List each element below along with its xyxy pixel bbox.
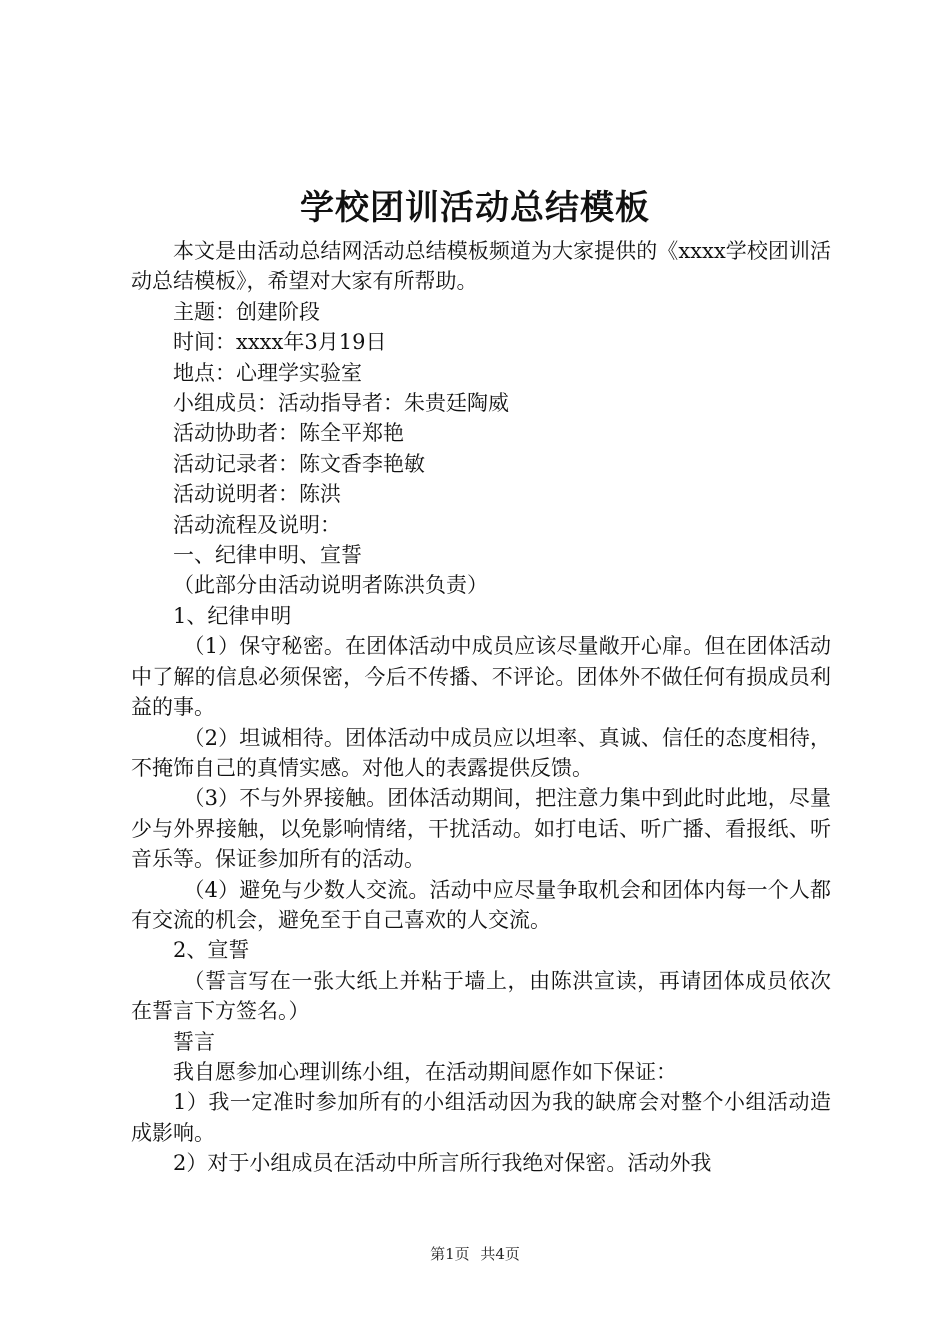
rule-4-paragraph: （4）避免与少数人交流。活动中应尽量争取机会和团体内每一个人都有交流的机会，避免至于自己喜欢的人交流。 <box>131 877 831 932</box>
oath-item-1: 1）我一定准时参加所有的小组活动因为我的缺席会对整个小组活动造成影响。 <box>131 1090 831 1145</box>
section-one-note: （此部分由活动说明者陈洪负责） <box>173 573 488 598</box>
process-heading: 活动流程及说明： <box>173 512 341 537</box>
members-line: 小组成员：活动指导者：朱贵廷陶威 <box>173 391 509 416</box>
time-line: 时间：xxxx年3月19日 <box>173 330 387 355</box>
oath-label: 誓言 <box>173 1029 215 1054</box>
recorders-line: 活动记录者：陈文香李艳敏 <box>173 451 425 476</box>
discipline-heading: 1、纪律申明 <box>173 603 292 628</box>
page-number: 第1页 <box>430 1245 470 1263</box>
document-title: 学校团训活动总结模板 <box>300 188 650 228</box>
section-one-heading: 一、纪律申明、宣誓 <box>173 543 362 568</box>
intro-paragraph: 本文是由活动总结网活动总结模板频道为大家提供的《xxxx学校团训活动总结模板》，希望对大家有所帮助。 <box>131 239 831 294</box>
oath-note-paragraph: （誓言写在一张大纸上并粘于墙上，由陈洪宣读，再请团体成员依次在誓言下方签名。） <box>131 968 831 1024</box>
oath-item-2: 2）对于小组成员在活动中所言所行我绝对保密。活动外我 <box>173 1151 712 1176</box>
rule-2-paragraph: （2）坦诚相待。团体活动中成员应以坦率、真诚、信任的态度相待，不掩饰自己的真情实感。对他人的表露提供反馈。 <box>131 725 831 780</box>
explainer-line: 活动说明者：陈洪 <box>173 482 341 507</box>
rule-1-paragraph: （1）保守秘密。在团体活动中成员应该尽量敞开心扉。但在团体活动中了解的信息必须保密，今后不传播、不评论。团体外不做任何有损成员利益的事。 <box>131 634 831 720</box>
rule-3-paragraph: （3）不与外界接触。团体活动期间，把注意力集中到此时此地，尽量少与外界接触，以免影响情绪，干扰活动。如打电话、听广播、看报纸、听音乐等。保证参加所有的活动。 <box>131 786 831 872</box>
oath-intro: 我自愿参加心理训练小组，在活动期间愿作如下保证： <box>173 1059 677 1084</box>
location-line: 地点：心理学实验室 <box>173 360 362 385</box>
document-body <box>131 236 831 1179</box>
page-total: 共4页 <box>480 1245 520 1263</box>
theme-line: 主题：创建阶段 <box>173 299 320 324</box>
assistants-line: 活动协助者：陈全平郑艳 <box>173 421 404 446</box>
oath-heading: 2、宣誓 <box>173 938 250 963</box>
page-footer <box>0 1243 950 1265</box>
